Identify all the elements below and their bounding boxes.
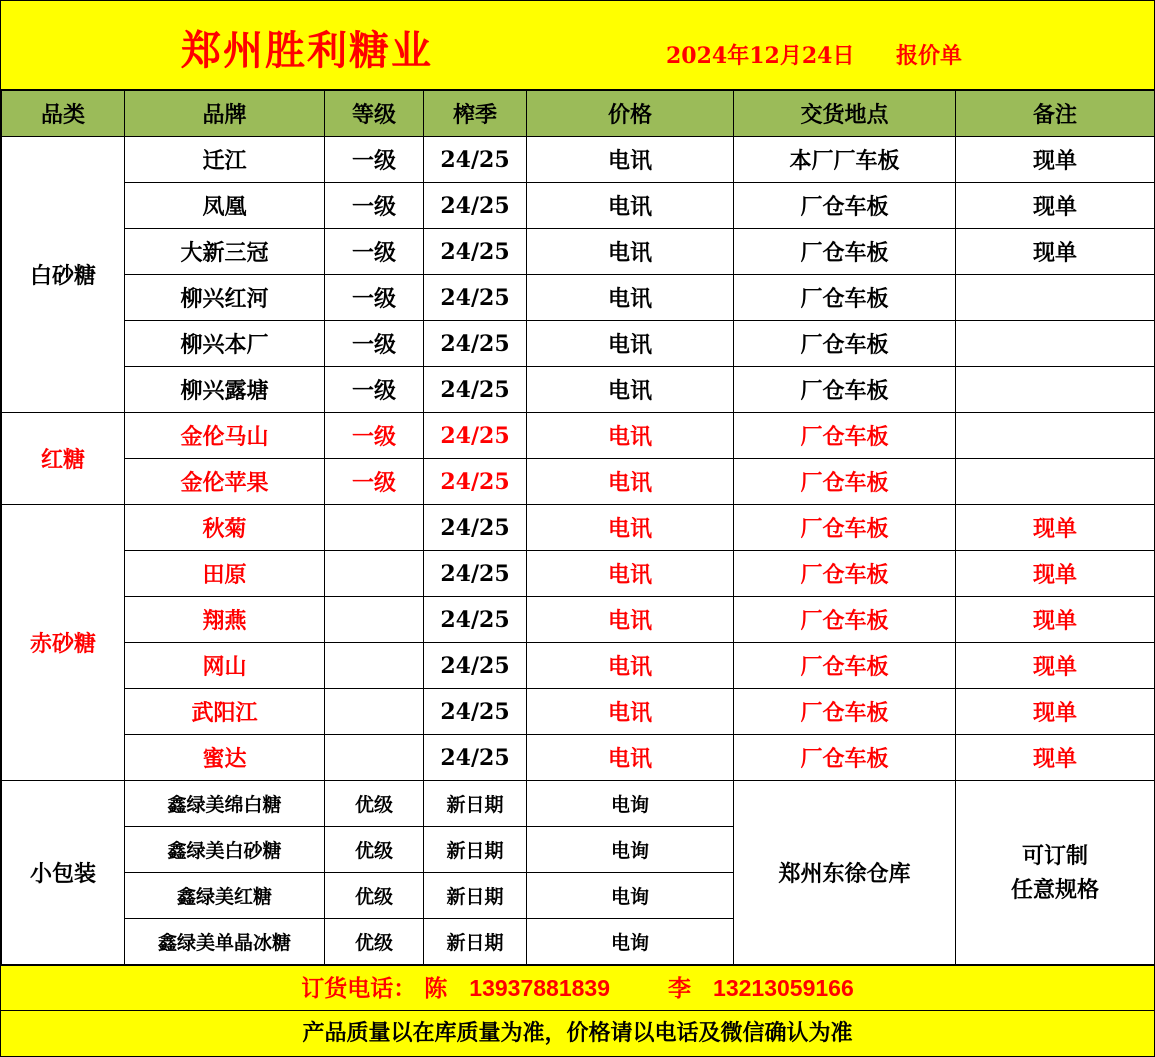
grade-cell [325,735,424,781]
contact2-name: 李 [668,975,692,1002]
brand-cell: 鑫绿美红糖 [125,873,325,919]
season-cell: 24/25 [424,643,527,689]
delivery-cell: 厂仓车板 [734,551,956,597]
delivery-cell: 厂仓车板 [734,459,956,505]
season-cell: 新日期 [424,781,527,827]
grade-cell [325,597,424,643]
remark-cell: 现单 [956,735,1155,781]
col-header-category: 品类 [2,91,125,137]
price-cell: 电讯 [527,275,734,321]
remark-line: 可订制 [1021,842,1088,869]
remark-line: 任意规格 [1010,876,1099,903]
disclaimer-bar: 产品质量以在库质量为准，价格请以电话及微信确认为准 [1,1011,1154,1056]
delivery-cell: 厂仓车板 [734,321,956,367]
season-cell: 24/25 [424,367,527,413]
table-row [2,137,1155,183]
delivery-cell: 厂仓车板 [734,367,956,413]
grade-cell: 优级 [325,781,424,827]
grade-cell [325,551,424,597]
price-cell: 电讯 [527,183,734,229]
season-cell: 新日期 [424,919,527,965]
grade-cell: 一级 [325,137,424,183]
brand-cell: 秋菊 [125,505,325,551]
brand-cell: 鑫绿美白砂糖 [125,827,325,873]
brand-cell: 柳兴本厂 [125,321,325,367]
remark-cell: 现单 [956,643,1155,689]
table-row [2,367,1155,413]
brand-cell: 凤凰 [125,183,325,229]
season-cell: 24/25 [424,689,527,735]
grade-cell: 一级 [325,183,424,229]
table-row [2,321,1155,367]
table-row [2,183,1155,229]
price-cell: 电询 [527,827,734,873]
price-cell: 电讯 [527,321,734,367]
contact1-phone[interactable]: 13937881839 [469,975,610,1001]
remark-cell [956,367,1155,413]
delivery-cell: 厂仓车板 [734,689,956,735]
remark-cell: 现单 [956,689,1155,735]
brand-cell: 鑫绿美绵白糖 [125,781,325,827]
col-header-brand: 品牌 [125,91,325,137]
season-cell: 24/25 [424,413,527,459]
quote-date: 2024年12月24日 [666,43,855,69]
brand-cell: 迁江 [125,137,325,183]
remark-cell: 现单 [956,137,1155,183]
company-title: 郑州胜利糖业 [181,27,433,74]
delivery-cell: 本厂厂车板 [734,137,956,183]
table-row [2,275,1155,321]
remark-cell: 现单 [956,183,1155,229]
delivery-cell: 厂仓车板 [734,413,956,459]
brand-cell: 田原 [125,551,325,597]
remark-cell: 现单 [956,229,1155,275]
price-cell: 电讯 [527,413,734,459]
delivery-cell: 厂仓车板 [734,275,956,321]
doc-type-label: 报价单 [896,43,963,69]
season-cell: 24/25 [424,275,527,321]
brand-cell: 蜜达 [125,735,325,781]
delivery-cell: 厂仓车板 [734,183,956,229]
remark-cell [956,275,1155,321]
price-cell: 电讯 [527,735,734,781]
table-row [2,643,1155,689]
grade-cell [325,689,424,735]
grade-cell: 一级 [325,321,424,367]
delivery-cell: 厂仓车板 [734,597,956,643]
brand-cell: 柳兴露塘 [125,367,325,413]
grade-cell [325,505,424,551]
price-cell: 电询 [527,873,734,919]
remark-cell: 现单 [956,551,1155,597]
col-header-price: 价格 [527,91,734,137]
season-cell: 新日期 [424,873,527,919]
remark-cell-small-pack [956,781,1155,965]
order-phone-bar [1,965,1154,1011]
delivery-cell: 厂仓车板 [734,229,956,275]
season-cell: 新日期 [424,827,527,873]
grade-cell: 优级 [325,873,424,919]
season-cell: 24/25 [424,597,527,643]
price-cell: 电讯 [527,505,734,551]
brand-cell: 大新三冠 [125,229,325,275]
season-cell: 24/25 [424,735,527,781]
grade-cell: 一级 [325,229,424,275]
category-cell-white-sugar: 白砂糖 [2,137,125,413]
season-cell: 24/25 [424,551,527,597]
col-header-remark: 备注 [956,91,1155,137]
remark-cell [956,321,1155,367]
price-cell: 电讯 [527,689,734,735]
price-cell: 电询 [527,781,734,827]
col-header-grade: 等级 [325,91,424,137]
contact2-phone[interactable]: 13213059166 [713,975,854,1001]
category-cell-small-pack: 小包装 [2,781,125,965]
season-cell: 24/25 [424,137,527,183]
delivery-cell: 厂仓车板 [734,735,956,781]
grade-cell: 一级 [325,413,424,459]
season-cell: 24/25 [424,321,527,367]
season-cell: 24/25 [424,183,527,229]
table-row [2,597,1155,643]
remark-cell [956,413,1155,459]
phone-label: 订货电话： [301,975,417,1002]
remark-cell: 现单 [956,597,1155,643]
table-row [2,229,1155,275]
price-cell: 电讯 [527,137,734,183]
grade-cell: 一级 [325,275,424,321]
grade-cell [325,643,424,689]
table-row [2,781,1155,827]
grade-cell: 一级 [325,367,424,413]
table-row [2,735,1155,781]
grade-cell: 优级 [325,827,424,873]
grade-cell: 一级 [325,459,424,505]
delivery-cell-small-pack: 郑州东徐仓库 [734,781,956,965]
season-cell: 24/25 [424,229,527,275]
grade-cell: 优级 [325,919,424,965]
title-bar [1,1,1154,90]
brand-cell: 金伦苹果 [125,459,325,505]
delivery-cell: 厂仓车板 [734,643,956,689]
column-header-row [2,91,1155,137]
brand-cell: 翔燕 [125,597,325,643]
brand-cell: 武阳江 [125,689,325,735]
contact1-name: 陈 [424,975,448,1002]
price-cell: 电询 [527,919,734,965]
brand-cell: 鑫绿美单晶冰糖 [125,919,325,965]
price-cell: 电讯 [527,597,734,643]
table-row [2,551,1155,597]
table-row [2,505,1155,551]
col-header-season: 榨季 [424,91,527,137]
season-cell: 24/25 [424,505,527,551]
price-cell: 电讯 [527,643,734,689]
season-cell: 24/25 [424,459,527,505]
table-row [2,413,1155,459]
price-cell: 电讯 [527,459,734,505]
col-header-delivery: 交货地点 [734,91,956,137]
price-cell: 电讯 [527,367,734,413]
brand-cell: 柳兴红河 [125,275,325,321]
remark-cell [956,459,1155,505]
brand-cell: 网山 [125,643,325,689]
category-cell-brown-sugar: 红糖 [2,413,125,505]
price-cell: 电讯 [527,229,734,275]
price-cell: 电讯 [527,551,734,597]
brand-cell: 金伦马山 [125,413,325,459]
remark-cell: 现单 [956,505,1155,551]
price-table [1,90,1155,965]
table-row [2,689,1155,735]
delivery-cell: 厂仓车板 [734,505,956,551]
category-cell-raw-sugar: 赤砂糖 [2,505,125,781]
table-row [2,459,1155,505]
